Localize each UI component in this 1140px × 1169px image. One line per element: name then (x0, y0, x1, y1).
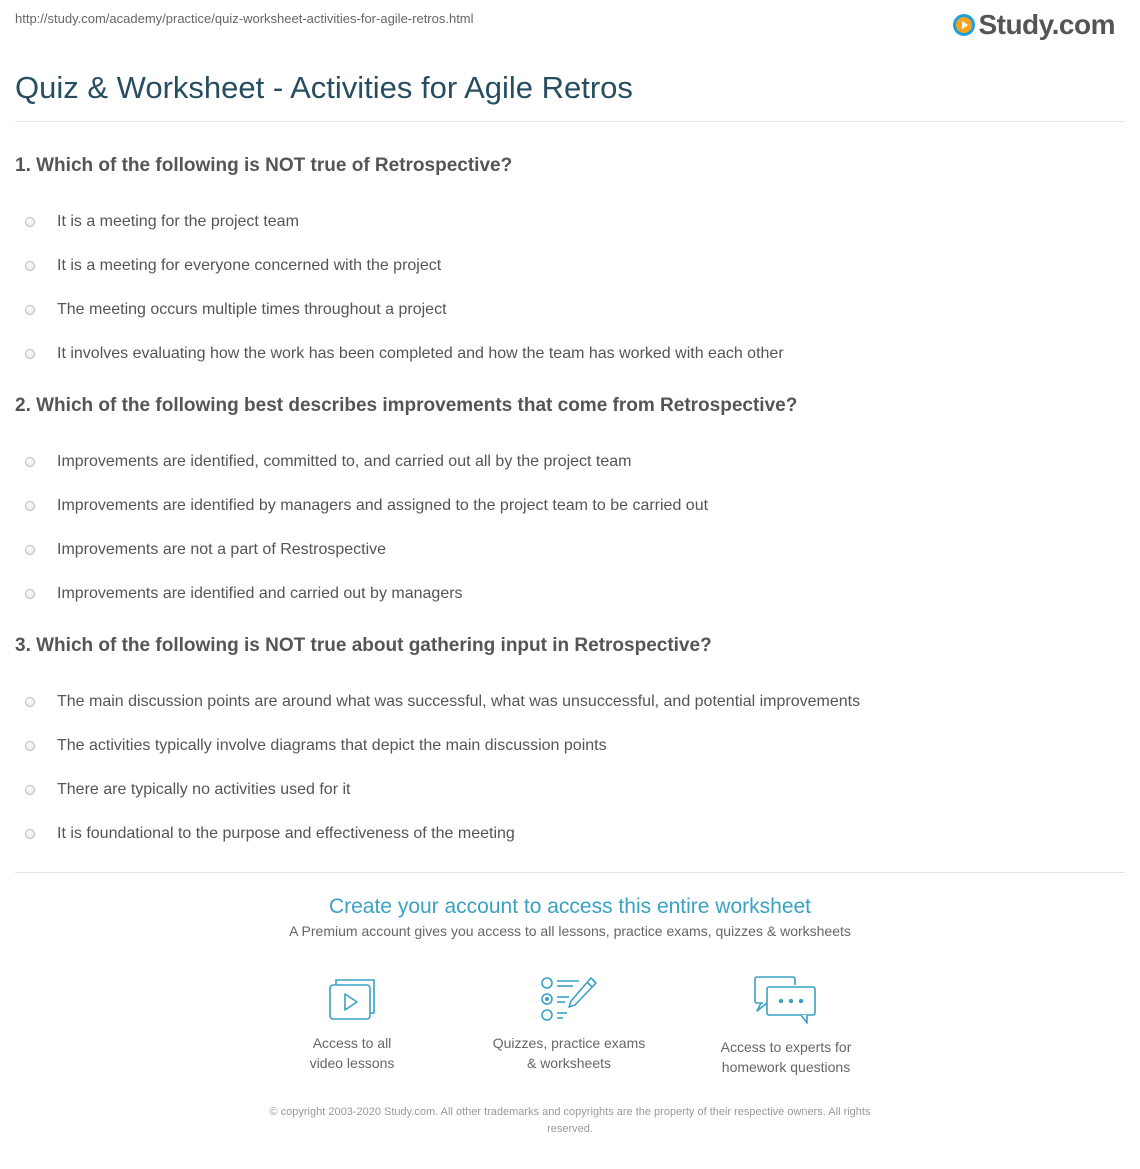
radio-button[interactable] (25, 545, 35, 555)
radio-button[interactable] (25, 501, 35, 511)
feature-line: Access to experts for (720, 1039, 852, 1055)
video-lessons-icon (324, 975, 380, 1023)
create-account-link[interactable]: Create your account to access this entire worksheet (328, 895, 812, 918)
page-title: Quiz & Worksheet - Activities for Agile Retros (15, 70, 633, 105)
page-url: http://study.com/academy/practice/quiz-worksheet-activities-for-agile-retros.html (15, 11, 474, 26)
radio-button[interactable] (25, 829, 35, 839)
answer-option[interactable] (15, 724, 1125, 768)
feature-line: homework questions (721, 1059, 851, 1075)
answer-label: Improvements are not a part of Restrospective (57, 541, 387, 558)
play-circle-logo-icon (953, 14, 975, 36)
feature-line: Access to all (312, 1035, 392, 1051)
answer-label: Improvements are identified by managers and assigned to the project team to be carried out (57, 497, 709, 514)
answer-label: Improvements are identified, committed to, and carried out all by the project team (57, 453, 632, 470)
answer-label: The activities typically involve diagrams that depict the main discussion points (57, 737, 607, 754)
question-1 (15, 155, 1125, 387)
answer-option[interactable] (15, 484, 1125, 528)
answer-option[interactable] (15, 332, 1125, 376)
copyright-notice (210, 1104, 930, 1138)
answer-label: It is foundational to the purpose and effectiveness of the meeting (57, 825, 515, 842)
radio-button[interactable] (25, 305, 35, 315)
copyright-line: © copyright 2003-2020 Study.com. All other trademarks and copyrights are the property of their respective owners. All rights (269, 1106, 871, 1118)
answer-option[interactable] (15, 200, 1125, 244)
answer-label: The meeting occurs multiple times throughout a project (57, 301, 447, 318)
chat-bubbles-icon (753, 975, 819, 1027)
top-bar (15, 11, 1125, 41)
radio-button[interactable] (25, 457, 35, 467)
answer-options (15, 680, 1125, 856)
answer-option[interactable] (15, 528, 1125, 572)
study-logo[interactable] (953, 9, 1115, 41)
question-2 (15, 395, 1125, 627)
feature-video-lessons (262, 975, 442, 1073)
radio-button[interactable] (25, 741, 35, 751)
title-divider (15, 121, 1125, 122)
feature-line: & worksheets (526, 1055, 612, 1071)
feature-experts (696, 975, 876, 1077)
answer-label: It is a meeting for the project team (57, 213, 299, 230)
promo-subtitle: A Premium account gives you access to all lessons, practice exams, quizzes & worksheets (289, 923, 851, 939)
question-text: 1. Which of the following is NOT true of Retrospective? (15, 155, 513, 176)
answer-options (15, 440, 1125, 616)
radio-button[interactable] (25, 349, 35, 359)
answer-label: Improvements are identified and carried out by managers (57, 585, 463, 602)
question-text: 3. Which of the following is NOT true about gathering input in Retrospective? (15, 635, 712, 656)
premium-features (0, 975, 1140, 1075)
answer-option[interactable] (15, 572, 1125, 616)
logo-text: Study.com (978, 9, 1115, 40)
radio-button[interactable] (25, 785, 35, 795)
feature-line: video lessons (309, 1055, 395, 1071)
answer-option[interactable] (15, 440, 1125, 484)
answer-option[interactable] (15, 680, 1125, 724)
promo-divider (15, 872, 1125, 873)
answer-option[interactable] (15, 288, 1125, 332)
answer-option[interactable] (15, 244, 1125, 288)
copyright-line: reserved. (547, 1123, 593, 1135)
radio-button[interactable] (25, 589, 35, 599)
feature-quizzes (479, 975, 659, 1073)
radio-button[interactable] (25, 217, 35, 227)
quiz-checklist-icon (539, 975, 599, 1023)
answer-label: There are typically no activities used for it (57, 781, 351, 798)
answer-option[interactable] (15, 768, 1125, 812)
answer-option[interactable] (15, 812, 1125, 856)
radio-button[interactable] (25, 261, 35, 271)
question-3 (15, 635, 1125, 867)
answer-options (15, 200, 1125, 376)
radio-button[interactable] (25, 697, 35, 707)
question-text: 2. Which of the following best describes improvements that come from Retrospective? (15, 395, 798, 416)
answer-label: It involves evaluating how the work has been completed and how the team has worked with each other (57, 345, 784, 362)
answer-label: It is a meeting for everyone concerned with the project (57, 257, 442, 274)
answer-label: The main discussion points are around what was successful, what was unsuccessful, and potential improvements (57, 693, 861, 710)
signup-promo (0, 895, 1140, 939)
feature-line: Quizzes, practice exams (492, 1035, 646, 1051)
